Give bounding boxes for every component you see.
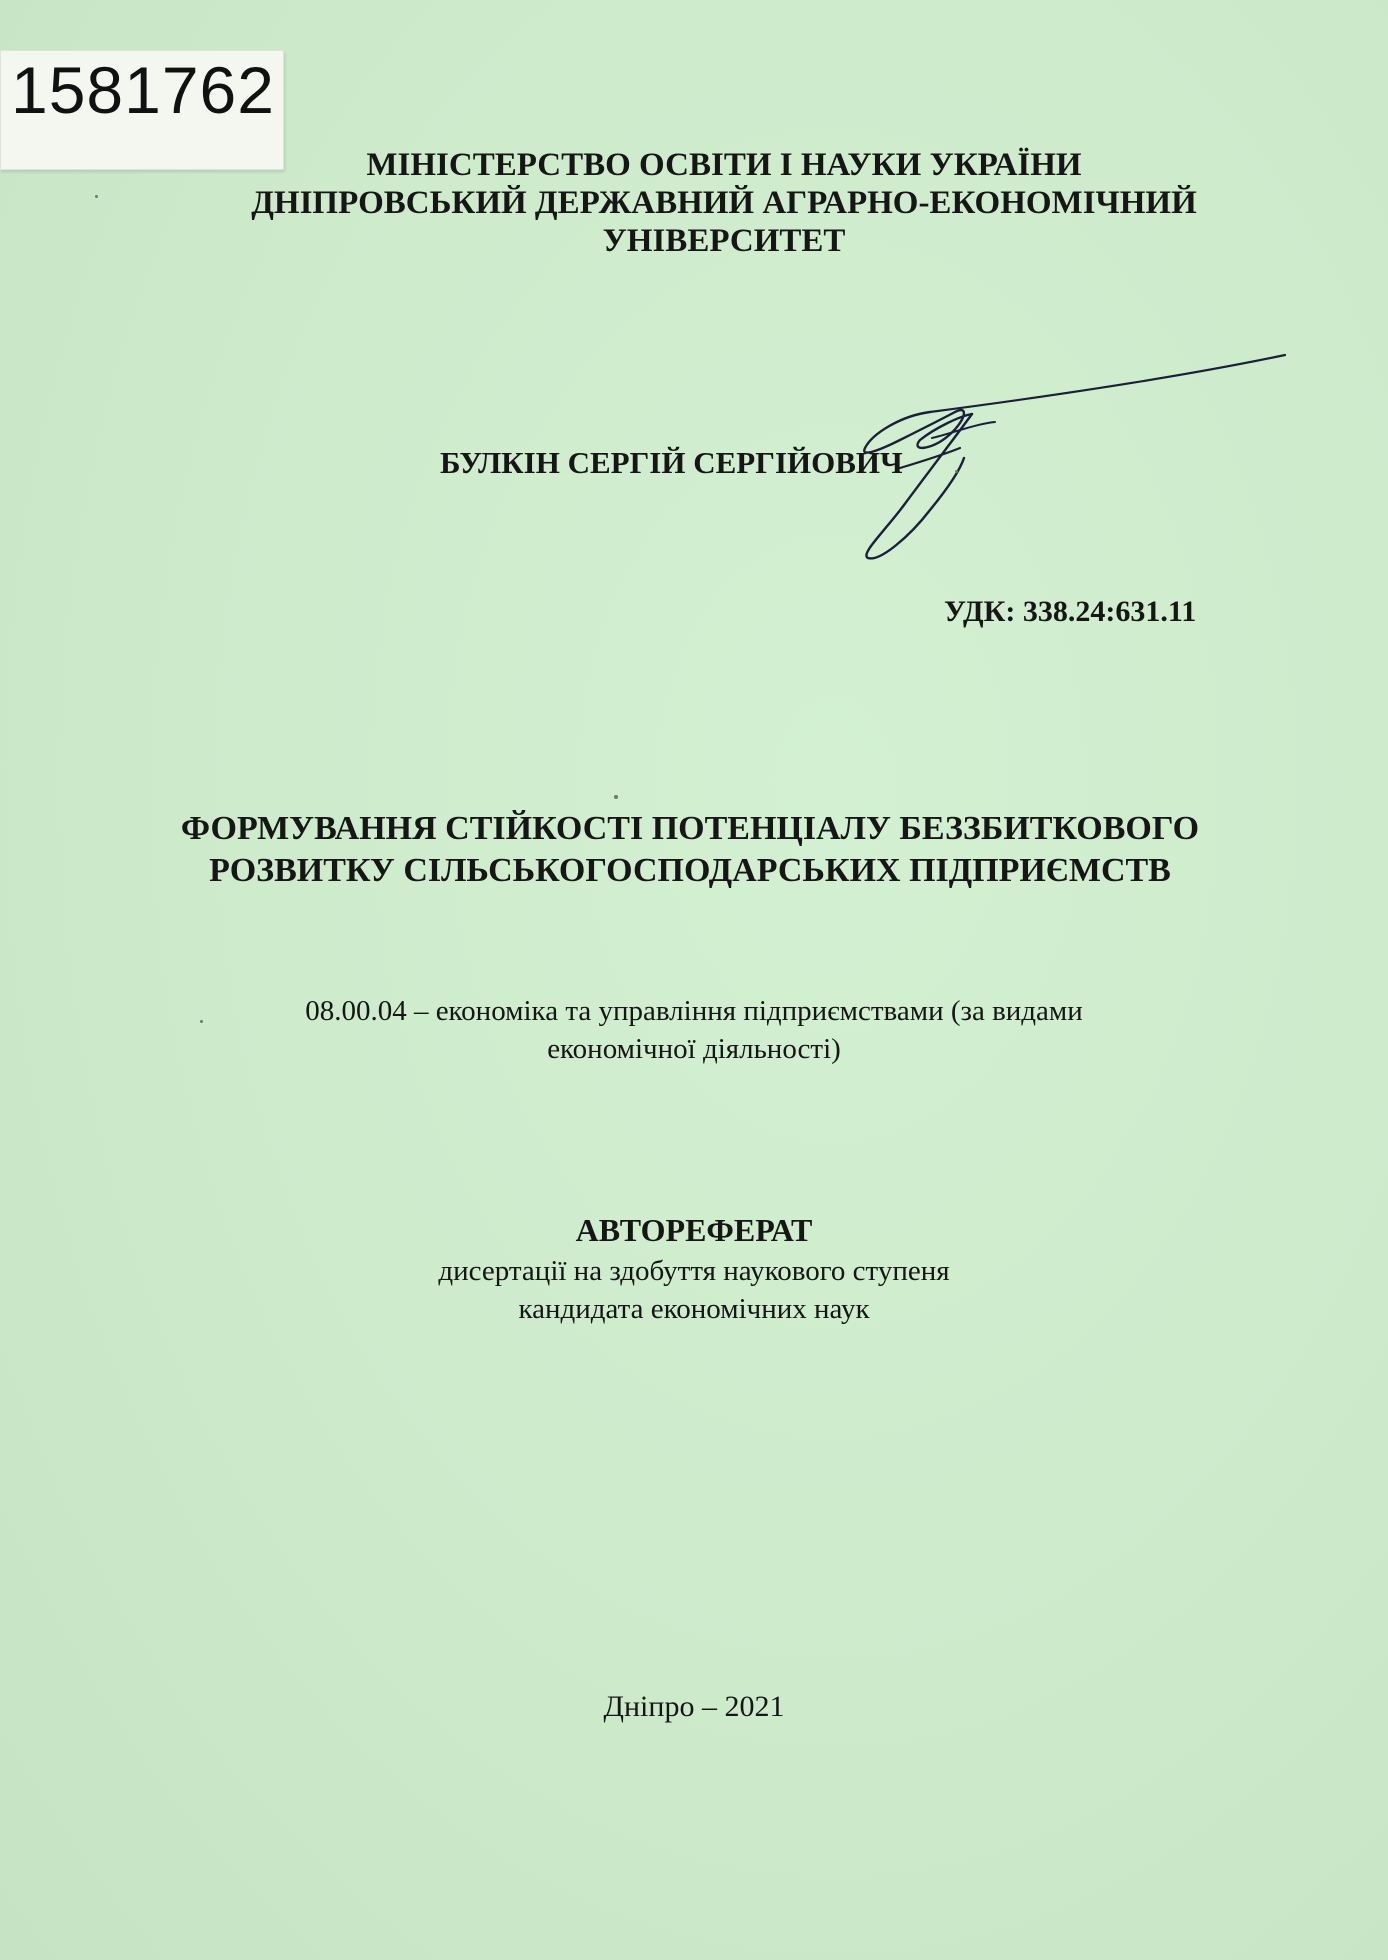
institution-header xyxy=(30,146,1388,260)
paper-speck xyxy=(200,1020,203,1023)
signature-icon xyxy=(860,340,1300,580)
dissertation-title xyxy=(0,808,1384,892)
city-year: Дніпро – 2021 xyxy=(603,1690,785,1723)
specialty xyxy=(0,992,1388,1068)
paper-speck xyxy=(955,470,958,473)
author-name: БУЛКІН СЕРГІЙ СЕРГІЙОВИЧ xyxy=(440,445,903,480)
title-line-1: ФОРМУВАННЯ СТІЙКОСТІ ПОТЕНЦІАЛУ БЕЗЗБИТКОВОГО xyxy=(180,810,1200,847)
udk-code: УДК: 338.24:631.11 xyxy=(944,595,1197,628)
ministry-line: МІНІСТЕРСТВО ОСВІТИ І НАУКИ УКРАЇНИ xyxy=(366,147,1082,183)
degree-line-2: кандидата економічних наук xyxy=(518,1293,870,1325)
degree-description xyxy=(0,1252,1388,1328)
degree-line-1: дисертації на здобуття наукового ступеня xyxy=(438,1255,950,1287)
specialty-line-1: 08.00.04 – економіка та управління підприємствами (за видами xyxy=(305,995,1083,1027)
specialty-line-2: економічної діяльності) xyxy=(547,1033,841,1065)
inventory-number: 1581762 xyxy=(11,53,275,127)
university-line-1: ДНІПРОВСЬКИЙ ДЕРЖАВНИЙ АГРАРНО-ЕКОНОМІЧНИЙ xyxy=(251,185,1197,221)
title-line-2: РОЗВИТКУ СІЛЬСЬКОГОСПОДАРСЬКИХ ПІДПРИЄМСТВ xyxy=(209,852,1171,889)
university-line-2: УНІВЕРСИТЕТ xyxy=(602,223,846,259)
paper-speck xyxy=(95,195,98,198)
paper-speck xyxy=(614,795,618,799)
document-type: АВТОРЕФЕРАТ xyxy=(575,1212,813,1248)
